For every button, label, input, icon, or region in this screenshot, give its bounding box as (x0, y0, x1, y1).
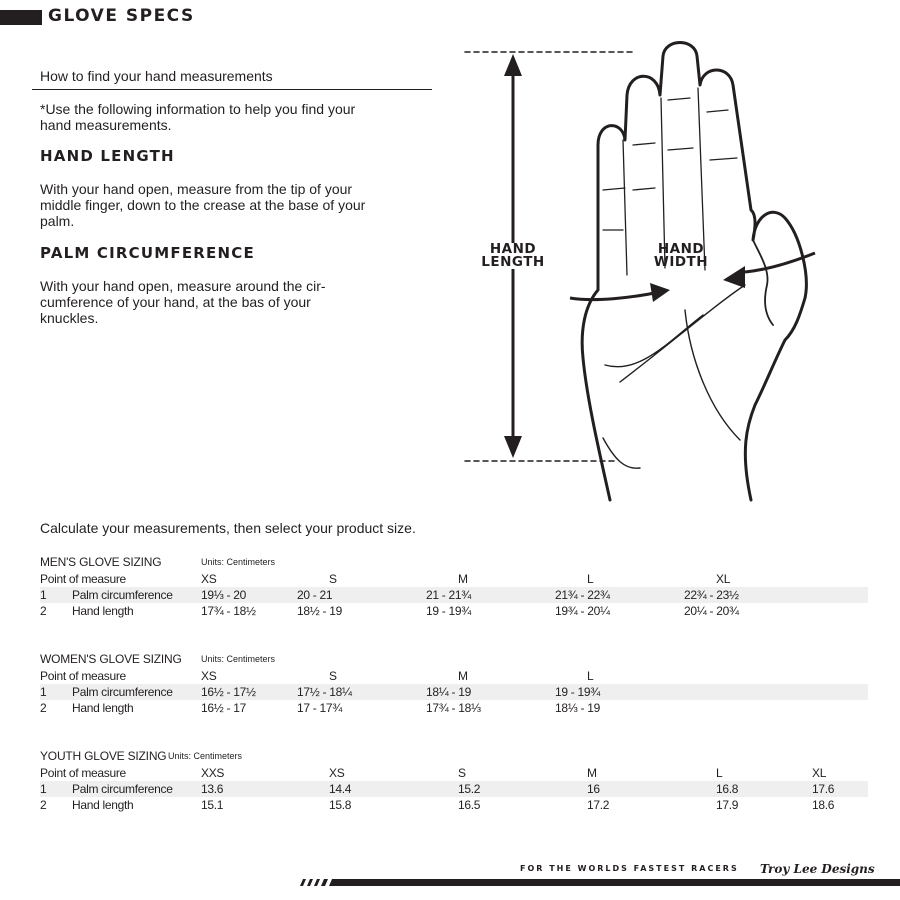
table-cell: 15.1 (201, 798, 224, 812)
table-cell: 16 (587, 782, 600, 796)
table-header-cell: M (458, 669, 468, 683)
table-cell: 17.2 (587, 798, 610, 812)
hand-length-label-line1: HAND (489, 241, 537, 257)
table-cell: 19 - 19¾ (555, 685, 600, 699)
table-cell: 21¾ - 22¾ (555, 588, 610, 602)
table-title: MEN'S GLOVE SIZING (40, 555, 162, 569)
table-cell: 1 (40, 685, 47, 699)
table-cell: 2 (40, 604, 47, 618)
table-header-row (40, 765, 868, 781)
table-cell: 13.6 (201, 782, 224, 796)
table-cell: 16.5 (458, 798, 481, 812)
table-header-cell: Point of measure (40, 669, 126, 683)
table-header-cell: Point of measure (40, 572, 126, 586)
table-row (40, 587, 868, 603)
table-units: Units: Centimeters (168, 751, 243, 761)
table-cell: 17.6 (812, 782, 835, 796)
table-row (40, 603, 868, 619)
table-cell: 15.8 (329, 798, 352, 812)
table-cell: 19⅓ - 20 (201, 588, 246, 602)
table-header-cell: S (329, 572, 337, 586)
table-cell: 16½ - 17 (201, 701, 246, 715)
table-units: Units: Centimeters (201, 654, 276, 664)
table-cell: Palm circumference (72, 685, 173, 699)
table-title: YOUTH GLOVE SIZING (40, 749, 167, 763)
table-cell: Hand length (72, 701, 134, 715)
header-bar (0, 10, 42, 25)
table-row (40, 684, 868, 700)
hand-width-label-line2: WIDTH (653, 254, 709, 270)
hand-diagram (455, 40, 850, 515)
table-cell: Palm circumference (72, 588, 173, 602)
table-header-cell: XL (716, 572, 731, 586)
arrow-down-icon (504, 436, 522, 458)
table-cell: 19 - 19¾ (426, 604, 471, 618)
table-cell: 17 - 17¾ (297, 701, 342, 715)
table-cell: 15.2 (458, 782, 481, 796)
table-header-cell: M (587, 766, 597, 780)
table-cell: 22¾ - 23½ (684, 588, 739, 602)
table-cell: Palm circumference (72, 782, 173, 796)
table-cell: 19¾ - 20¼ (555, 604, 610, 618)
footer-stripe (300, 879, 900, 886)
table-cell: 18¼ - 19 (426, 685, 471, 699)
page-title: GLOVE SPECS (48, 6, 195, 26)
arrow-left-icon (723, 266, 745, 288)
table-cell: 17.9 (716, 798, 739, 812)
arrow-right-icon (650, 283, 670, 302)
table-cell: 17¾ - 18½ (201, 604, 256, 618)
table-header-cell: S (329, 669, 337, 683)
calculate-instructions: Calculate your measurements, then select your product size. (40, 520, 416, 536)
palm-circumference-text: With your hand open, measure around the cir-cumference of your hand, at the bas of your knuckles. (40, 278, 326, 326)
table-cell: 1 (40, 588, 47, 602)
table-row (40, 700, 868, 716)
hand-length-heading: HAND LENGTH (40, 147, 175, 165)
table-cell: 17½ - 18¼ (297, 685, 352, 699)
table-header-cell: XS (329, 766, 345, 780)
palm-circumference-heading: PALM CIRCUMFERENCE (40, 244, 255, 262)
table-cell: 2 (40, 701, 47, 715)
table-units: Units: Centimeters (201, 557, 276, 567)
table-header-cell: L (587, 572, 594, 586)
hand-width-label-line1: HAND (657, 241, 705, 257)
arrow-up-icon (504, 54, 522, 76)
brand-logo: Troy Lee Designs (760, 862, 875, 876)
hand-illustration (455, 40, 850, 515)
table-cell: Hand length (72, 604, 134, 618)
table-header-cell: L (587, 669, 594, 683)
table-cell: 16.8 (716, 782, 739, 796)
how-to-heading: How to find your hand measurements (40, 68, 273, 84)
table-title: WOMEN'S GLOVE SIZING (40, 652, 182, 666)
table-cell: 20¼ - 20¾ (684, 604, 739, 618)
table-cell: 1 (40, 782, 47, 796)
table-header-row (40, 668, 868, 684)
table-cell: 18⅓ - 19 (555, 701, 600, 715)
footer-tagline: FOR THE WORLDS FASTEST RACERS (520, 864, 739, 873)
table-header-cell: S (458, 766, 466, 780)
table-header-cell: XXS (201, 766, 225, 780)
hand-width-label (643, 243, 719, 269)
hand-length-label (469, 243, 557, 269)
table-header-cell: L (716, 766, 723, 780)
table-cell: 20 - 21 (297, 588, 333, 602)
table-header-cell: XL (812, 766, 827, 780)
hand-length-text: With your hand open, measure from the tip of your middle finger, down to the crease at the base of your palm. (40, 181, 366, 229)
table-cell: 16½ - 17½ (201, 685, 256, 699)
table-row (40, 797, 868, 813)
table-cell: 2 (40, 798, 47, 812)
table-header-cell: XS (201, 572, 217, 586)
hand-width-arrow (570, 292, 660, 300)
table-cell: 14.4 (329, 782, 352, 796)
table-cell: 17¾ - 18⅓ (426, 701, 481, 715)
instructions-note: *Use the following information to help you find your hand measurements. (40, 101, 356, 133)
divider (32, 89, 432, 90)
table-cell: 18.6 (812, 798, 835, 812)
table-cell: 21 - 21¾ (426, 588, 471, 602)
table-header-cell: Point of measure (40, 766, 126, 780)
table-cell: 18½ - 19 (297, 604, 342, 618)
table-header-cell: XS (201, 669, 217, 683)
table-cell: Hand length (72, 798, 134, 812)
table-header-row (40, 571, 868, 587)
table-header-cell: M (458, 572, 468, 586)
hand-length-label-line2: LENGTH (481, 254, 545, 270)
table-row (40, 781, 868, 797)
hand-outline (582, 43, 806, 501)
